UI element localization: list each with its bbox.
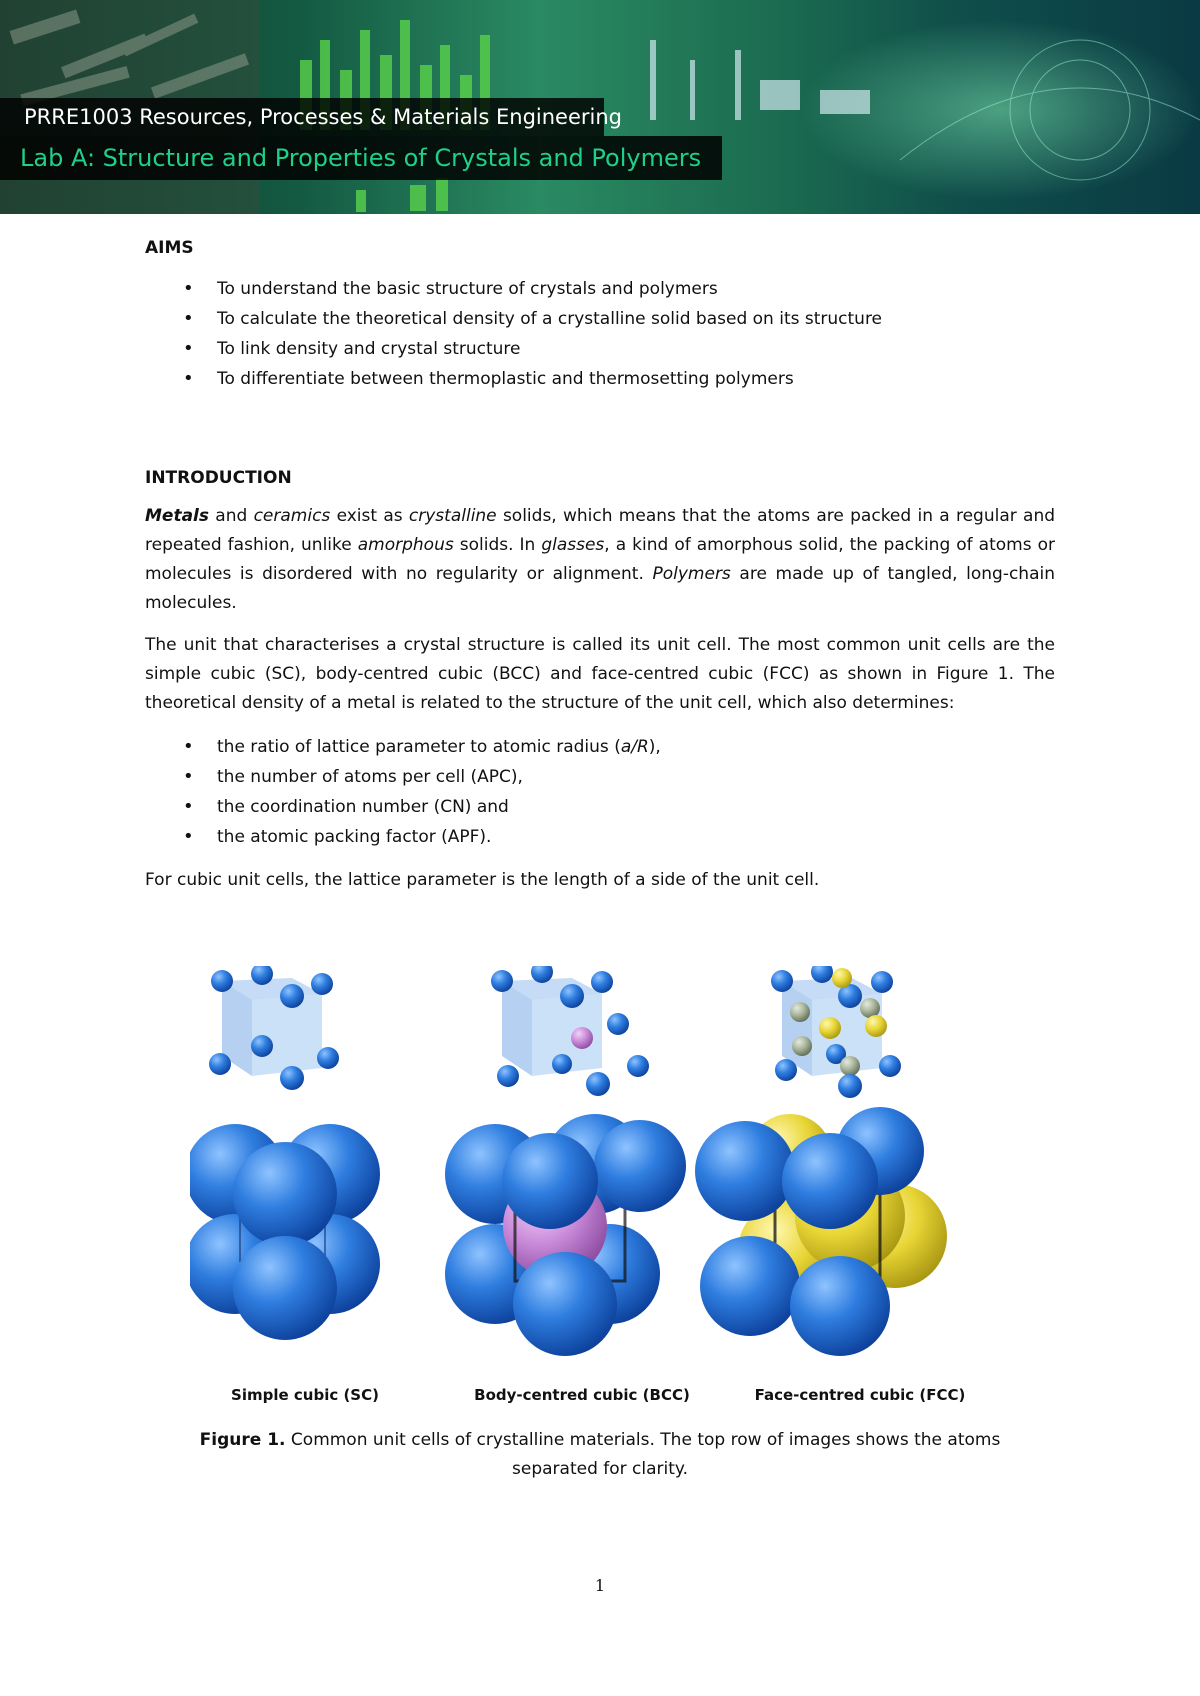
aims-section <box>145 238 1055 394</box>
sc-packed-cell <box>190 1124 380 1340</box>
introduction-section <box>145 468 1055 895</box>
term-polymers: Polymers <box>652 564 731 584</box>
math-a-over-r: a/R <box>620 737 649 757</box>
figure-label-bcc: Body-centred cubic (BCC) <box>474 1386 690 1404</box>
figure-caption-label: Figure 1. <box>199 1430 286 1450</box>
list-item: • the atomic packing factor (APF). <box>145 822 1055 852</box>
unit-cell-properties-list <box>145 732 1055 852</box>
unit-cells-illustration <box>190 966 1010 1386</box>
fcc-packed-cell <box>695 1107 947 1356</box>
term-ceramics: ceramics <box>253 506 331 526</box>
bcc-exploded-cell <box>491 966 649 1096</box>
fcc-exploded-cell <box>771 966 901 1098</box>
list-item: • To differentiate between thermoplastic and thermosetting polymers <box>145 364 1055 394</box>
aims-list <box>145 274 1055 394</box>
sc-exploded-cell <box>209 966 339 1090</box>
term-crystalline: crystalline <box>408 506 497 526</box>
intro-paragraph-1: Metals and ceramics exist as crystalline solids, which means that the atoms are packed in a regular and repeated fashion, unlike amorphous solids. In glasses, a kind of amorphous solid, the packing of atoms or molecules is disordered with no regularity or alignment. Polymers are made up of tangled, long-chain molecules. <box>145 506 1056 613</box>
bcc-packed-cell <box>445 1114 686 1356</box>
list-item: • the ratio of lattice parameter to atomic radius (a/R), <box>145 732 1055 762</box>
list-item: • To link density and crystal structure <box>145 334 1055 364</box>
page-number: 1 <box>594 1576 606 1595</box>
figure-label-sc: Simple cubic (SC) <box>231 1386 379 1404</box>
list-item: • To understand the basic structure of crystals and polymers <box>145 274 1055 304</box>
course-title: PRRE1003 Resources, Processes & Materials Engineering <box>0 98 604 136</box>
list-item: • the coordination number (CN) and <box>145 792 1055 822</box>
intro-paragraph-3: For cubic unit cells, the lattice parameter is the length of a side of the unit cell. <box>145 870 820 890</box>
aims-heading: AIMS <box>145 238 194 258</box>
intro-paragraph-2: The unit that characterises a crystal structure is called its unit cell. The most common unit cells are the simple cubic (SC), body-centred cubic (BCC) and face-centred cubic (FCC) as shown in Figure 1. The theoretical density of a metal is related to the structure of the unit cell, which also determines: <box>145 635 1055 713</box>
introduction-heading: INTRODUCTION <box>145 468 292 488</box>
figure-label-fcc: Face-centred cubic (FCC) <box>754 1386 966 1404</box>
list-item: • the number of atoms per cell (APC), <box>145 762 1055 792</box>
term-glasses: glasses <box>541 535 605 555</box>
lab-title: Lab A: Structure and Properties of Crystals and Polymers <box>0 136 722 180</box>
unit-cells-figure <box>190 966 1010 1386</box>
header-banner <box>0 0 1200 214</box>
figure-caption: Figure 1. Common unit cells of crystalline materials. The top row of images shows the atoms separated for clarity. <box>199 1430 1001 1479</box>
term-metals: Metals <box>145 506 209 526</box>
list-item: • To calculate the theoretical density of a crystalline solid based on its structure <box>145 304 1055 334</box>
term-amorphous: amorphous <box>357 535 454 555</box>
